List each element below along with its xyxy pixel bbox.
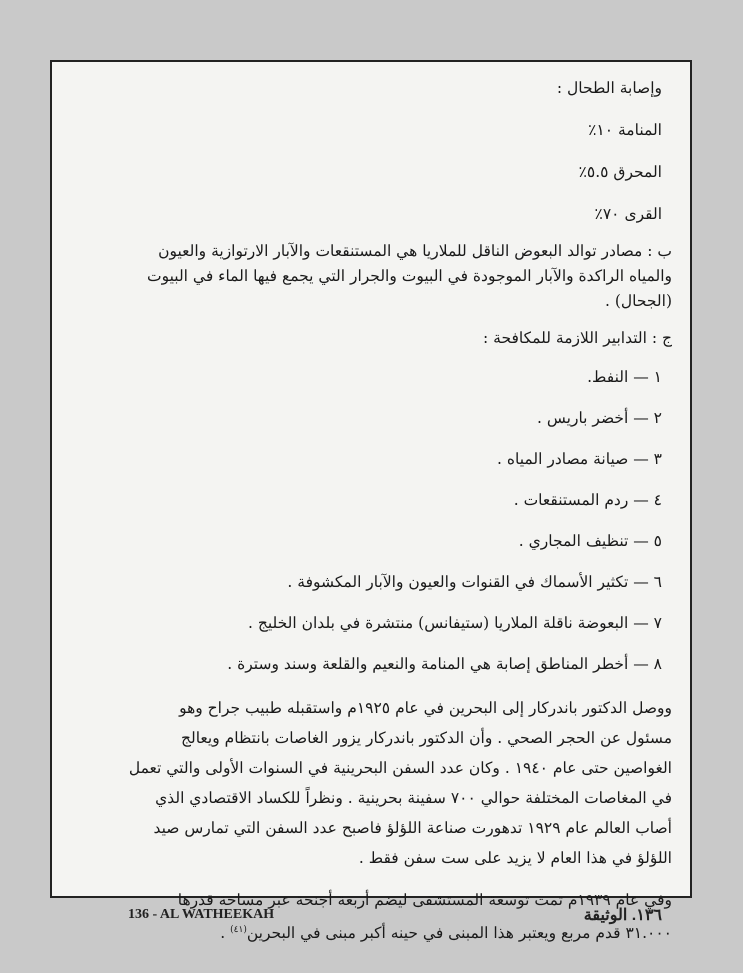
measure-item: ٧ — البعوضة ناقلة الملاريا (ستيفانس) منتشرة في بلدان الخليج . bbox=[247, 614, 662, 632]
paragraph-line: ب : مصادر توالد البعوض الناقل للملاريا هي المستنقعات والآبار الارتوازية والعيون bbox=[158, 242, 672, 260]
paragraph-line: والمياه الراكدة والآبار الموجودة في البيوت والجرار التي يجمع فيها الماء في البيوت bbox=[146, 267, 672, 285]
measure-item: ٤ — ردم المستنقعات . bbox=[513, 491, 662, 509]
paragraph-end: . bbox=[220, 924, 231, 943]
paragraph-breeding-sources bbox=[74, 239, 672, 314]
footer-arabic-title: ١٣٦. الوثيقة bbox=[583, 907, 662, 924]
paragraph-line: وفي عام ١٩٣٩م تمت توسعة المستشفى ليضم أربعة أجنحة عبر مساحة قدرها bbox=[177, 891, 672, 909]
measure-item: ٥ — تنظيف المجاري . bbox=[518, 532, 662, 550]
page-footer bbox=[50, 905, 692, 927]
footer-english-title: 136 - AL WATHEEKAH bbox=[128, 907, 275, 922]
stat-villages: القرى ٧٠٪ bbox=[594, 205, 662, 223]
measures-heading: ج : التدابير اللازمة للمكافحة : bbox=[483, 329, 672, 347]
page-body bbox=[52, 62, 690, 948]
measure-item: ٦ — تكثير الأسماك في القنوات والعيون والآبار المكشوفة . bbox=[287, 573, 662, 591]
stat-manama: المنامة ١٠٪ bbox=[588, 121, 662, 139]
footnote-ref: (٤١) bbox=[230, 925, 247, 935]
paragraph-text: ٣١.٠٠٠ قدم مربع ويعتبر هذا المبنى في حينه أكبر مبنى في البحرين bbox=[246, 924, 672, 943]
stat-muharraq: المحرق ٥.٥٪ bbox=[578, 163, 662, 181]
paragraph-line: ووصل الدكتور باندركار إلى البحرين في عام ١٩٢٥م واستقبله طبيب جراح وهو bbox=[179, 699, 672, 717]
paragraph-line: في المغاصات المختلفة حوالي ٧٠٠ سفينة بحرينية . ونظراً للكساد الاقتصادي الذي bbox=[155, 789, 672, 807]
measure-item: ١ — النفط. bbox=[587, 368, 662, 386]
paragraph-line: الغواصين حتى عام ١٩٤٠ . وكان عدد السفن البحرينية في السنوات الأولى والتي تعمل bbox=[128, 759, 672, 777]
paragraph-line: (الجحال) . bbox=[605, 292, 672, 310]
paragraph-line: أصاب العالم عام ١٩٢٩ تدهورت صناعة اللؤلؤ فاصبح عدد السفن التي تمارس صيد bbox=[153, 819, 672, 837]
paragraph-line: اللؤلؤ في هذا العام لا يزيد على ست سفن فقط . bbox=[358, 849, 672, 867]
paragraph-doctor-history bbox=[74, 693, 672, 873]
measure-item: ٣ — صيانة مصادر المياه . bbox=[497, 450, 662, 468]
paragraph-line: مسئول عن الحجر الصحي . وأن الدكتور باندركار يزور الغاصات بانتظام ويعالج bbox=[180, 729, 672, 747]
stats-heading: وإصابة الطحال : bbox=[556, 79, 662, 97]
measure-item: ٨ — أخطر المناطق إصابة هي المنامة والنعيم والقلعة وسند وسترة . bbox=[227, 655, 662, 673]
measure-item: ٢ — أخضر باريس . bbox=[537, 409, 662, 427]
